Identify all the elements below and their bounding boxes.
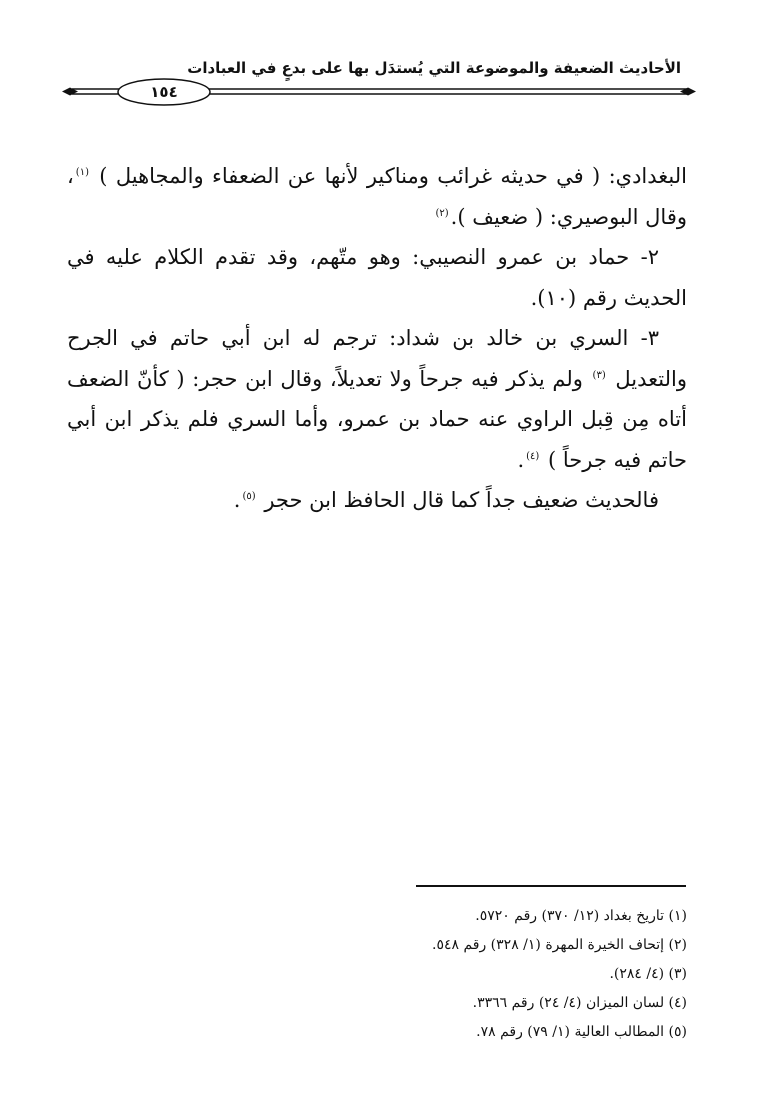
paragraph-1: البغدادي: ( في حديثه غرائب ومناكير لأنها عن الضعفاء والمجاهيل ) $^{(١)}$، وقال البوصيري: ( ضعيف ).$^{(٢)}$ [67, 164, 687, 229]
footnote-3: (٣) (٤/ ٢٨٤). [609, 966, 687, 982]
paragraph-2: ٢- حماد بن عمرو النصيبي: وهو متّهم، وقد تقدم الكلام عليه في الحديث رقم (١٠). [67, 245, 687, 310]
page-number: ١٥٤ [150, 83, 178, 101]
footnote-4: (٤) لسان الميزان (٤/ ٢٤) رقم ٣٣٦٦. [472, 995, 687, 1011]
footnotes [287, 902, 687, 1047]
footnote-separator [416, 885, 686, 887]
paragraph-4: فالحديث ضعيف جداً كما قال الحافظ ابن حجر $^{(٥)}$. [233, 488, 659, 512]
footnote-5: (٥) المطالب العالية (١/ ٧٩) رقم ٧٨. [476, 1024, 687, 1040]
paragraph-3: ٣- السري بن خالد بن شداد: ترجم له ابن أبي حاتم في الجرح والتعديل $^{(٣)}$ ولم يذكر فيه جرحاً ولا تعديلاً، وقال ابن حجر: ( كأنّ الضعف أتاه مِن قِبل الراوي عنه حماد بن عمرو، وأما السري فلم يذكر ابن أبي حاتم فيه جرحاً ) $^{(٤)}$. [67, 326, 687, 472]
footnote-ref-1: (١) [75, 167, 89, 178]
main-text [67, 156, 687, 521]
footnote-ref-4: (٤) [526, 450, 540, 462]
footnote-ref-2: (٢) [435, 207, 449, 219]
running-header-title: الأحاديث الضعيفة والموضوعة التي يُستدَل بها على بدعٍ في العبادات [187, 59, 681, 77]
footnote-2: (٢) إتحاف الخيرة المهرة (١/ ٣٢٨) رقم ٥٤٨. [432, 937, 687, 953]
footnote-1: (١) تاريخ بغداد (١٢/ ٣٧٠) رقم ٥٧٢٠. [475, 908, 687, 924]
footnote-ref-5: (٥) [242, 491, 256, 502]
header-rule [0, 0, 757, 110]
footnote-ref-3: (٣) [592, 369, 606, 381]
